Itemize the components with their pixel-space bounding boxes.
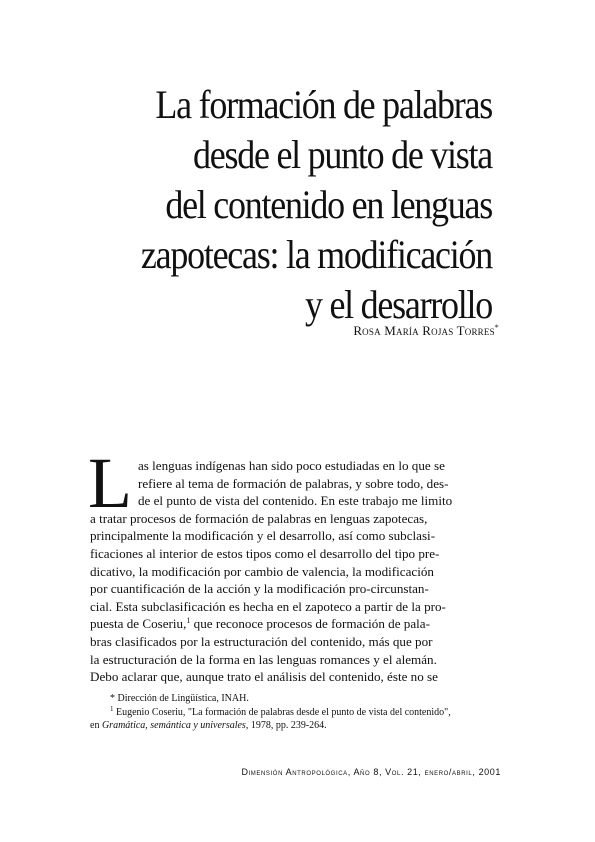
body-line: principalmente la modificación y el desarrollo, así como subclasi- (90, 528, 436, 544)
body-line: la estructuración de la forma en las lenguas romances y el alemán. (90, 651, 437, 667)
footnote-ref-1: 1 (186, 616, 191, 626)
title-line-2: desde el punto de vista (193, 132, 492, 177)
article-title (114, 80, 492, 330)
body-line: ficaciones al interior de estos tipos como el desarrollo del tipo pre- (90, 545, 440, 561)
running-footer: Dimensión Antropológica, Año 8, Vol. 21, enero/abril, 2001 (241, 767, 501, 777)
footnote-2 (90, 706, 506, 720)
footnote-mark: 1 (110, 704, 114, 713)
drop-cap: L (88, 443, 132, 523)
footnote-1 (90, 692, 506, 706)
author-name: Rosa María Rojas Torres (353, 323, 495, 338)
footnote-mark: * (110, 693, 115, 704)
title-line-5: y el desarrollo (304, 282, 492, 327)
article-body (88, 443, 506, 686)
body-line: cial. Esta subclasificación es hecha en el zapoteco a partir de la pro- (90, 598, 446, 614)
footnotes (90, 692, 506, 733)
body-text-fragment: que reconoce procesos de formación de pala- (190, 616, 430, 632)
author-footnote-mark: * (494, 323, 499, 332)
footnote-text: , 1978, pp. 239-264. (245, 720, 327, 731)
footnote-book-title: Gramática, semántica y universales (101, 720, 246, 731)
title-line-3: del contenido en lenguas (165, 182, 492, 227)
body-text-fragment: puesta de Coseriu, (90, 616, 187, 632)
body-line: dicativo, la modificación por cambio de valencia, la modificación (90, 563, 434, 579)
title-line-1: La formación de palabras (155, 82, 492, 127)
footnote-text: Dirección de Lingüística, INAH. (115, 693, 249, 704)
body-line: refiere al tema de formación de palabras, y sobre todo, des- (137, 475, 449, 491)
footnote-text: Eugenio Coseriu, "La formación de palabras desde el punto de vista del contenido", (113, 706, 451, 718)
body-line: por cuantificación de la acción y la modificación pro-circunstan- (90, 581, 429, 597)
footnote-text: en (90, 720, 102, 731)
body-line: bras clasificados por la estructuración del contenido, más que por (90, 633, 433, 649)
body-line: Debo aclarar que, aunque trato el análisis del contenido, éste no se (90, 669, 438, 685)
body-line: as lenguas indígenas han sido poco estudiadas en lo que se (137, 458, 445, 473)
title-line-4: zapotecas: la modificación (140, 232, 492, 277)
body-line: de el punto de vista del contenido. En este trabajo me limito (137, 493, 453, 509)
footnote-2-continuation (90, 719, 506, 733)
author-byline (353, 323, 499, 339)
body-line-with-footnote (90, 615, 506, 633)
body-line: a tratar procesos de formación de palabras en lenguas zapotecas, (90, 510, 428, 526)
